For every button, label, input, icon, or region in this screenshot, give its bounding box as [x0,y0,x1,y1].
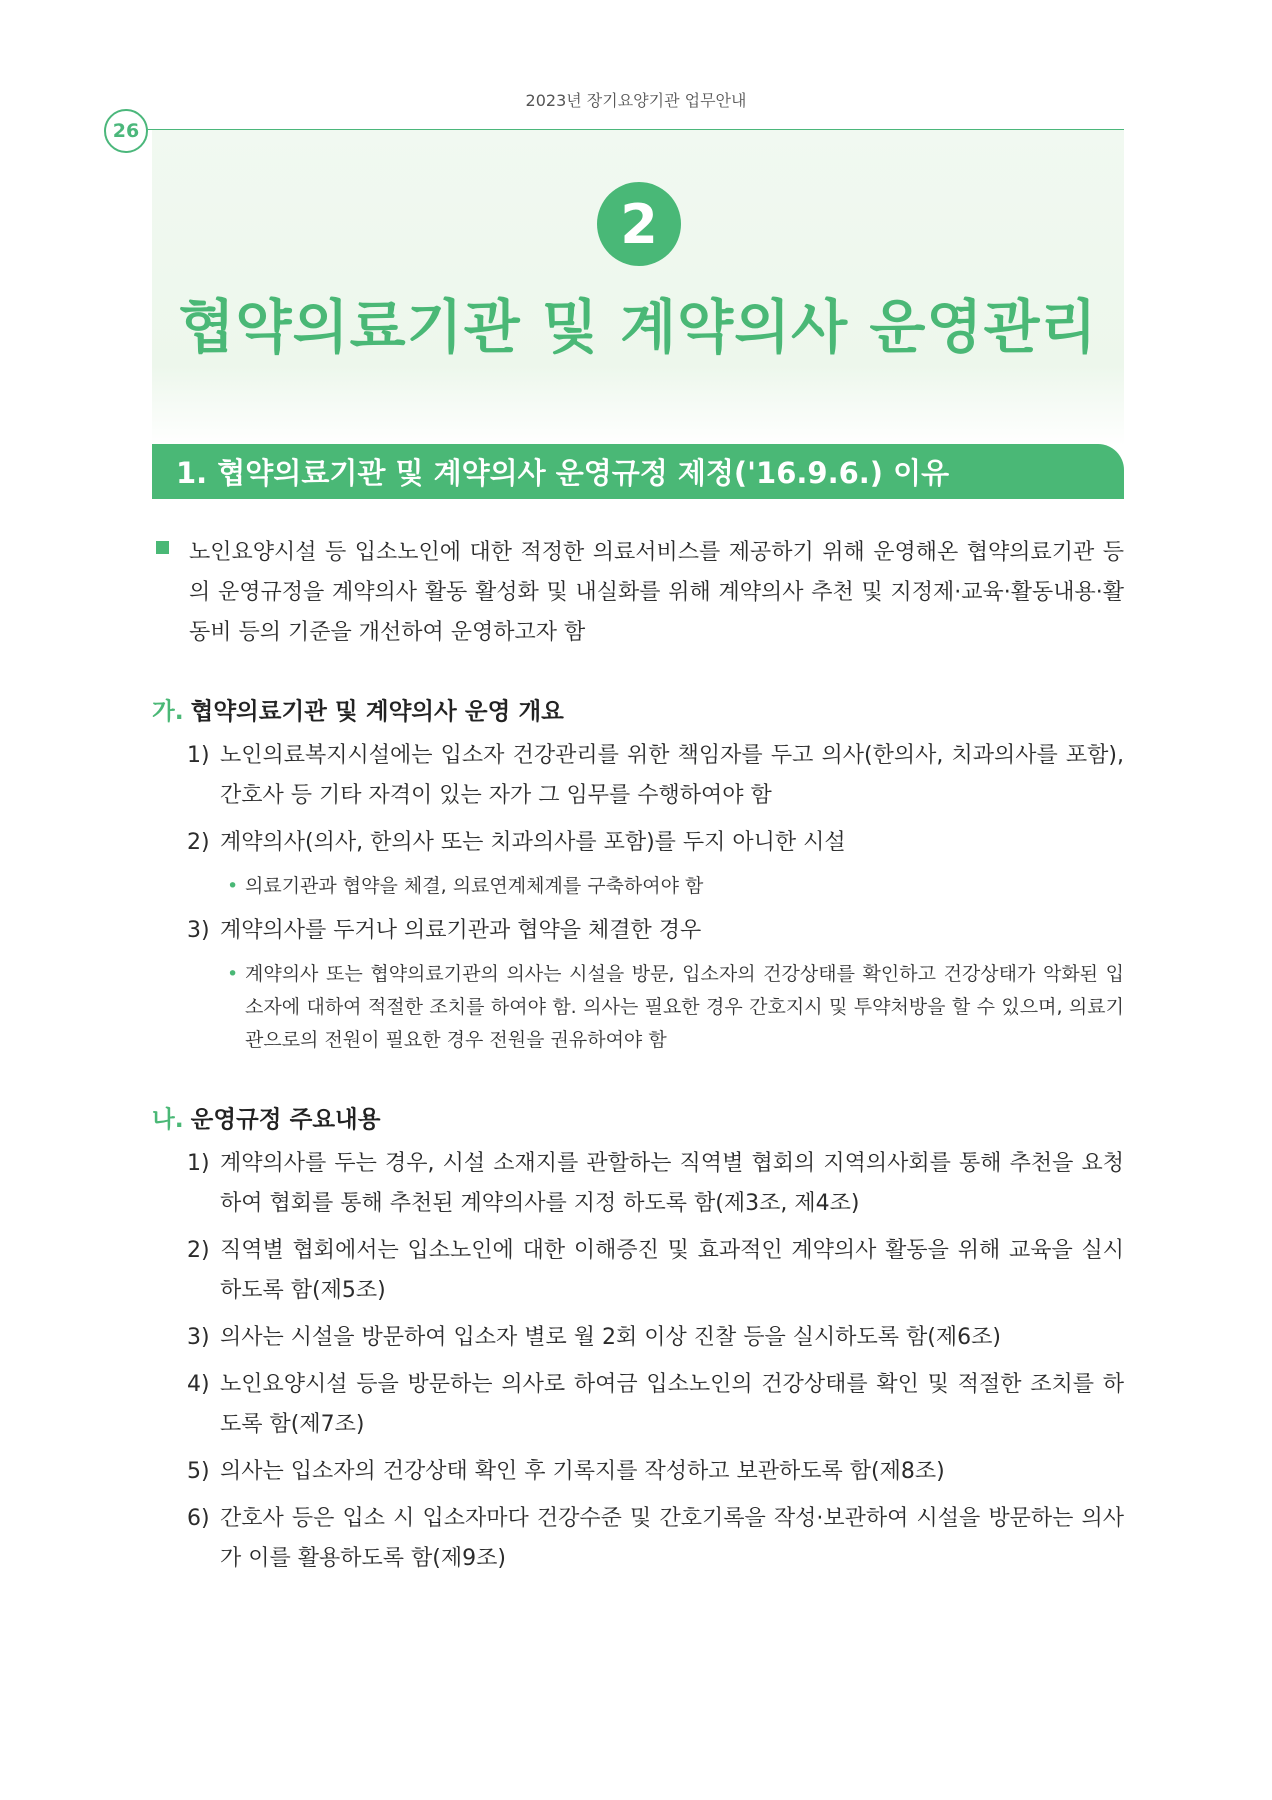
chapter-number-badge: 2 [597,182,681,266]
item-text: 계약의사를 두거나 의료기관과 협약을 체결한 경우 [220,918,702,943]
item-number: 4) [187,1372,210,1397]
square-bullet-icon [156,541,169,554]
item-number: 3) [187,918,210,943]
item-text: 의사는 시설을 방문하여 입소자 별로 월 2회 이상 진찰 등을 실시하도록 함(제6조) [220,1325,1001,1350]
item-number: 5) [187,1459,210,1484]
list-item [187,1365,1124,1445]
item-text: 간호사 등은 입소 시 입소자마다 건강수준 및 간호기록을 작성·보관하여 시설을 방문하는 의사가 이를 활용하도록 함(제9조) [220,1506,1124,1571]
item-number: 6) [187,1506,210,1531]
section-title-bar [152,444,1124,499]
list-item [187,1231,1124,1311]
intro-text: 노인요양시설 등 입소노인에 대한 적정한 의료서비스를 제공하기 위해 운영해온 협약의료기관 등의 운영규정을 계약의사 활동 활성화 및 내실화를 위해 계약의사 추천 및 지정제·교육·활동내용·활동비 등의 기준을 개선하여 운영하고자 함 [189,540,1124,645]
item-text: 노인의료복지시설에는 입소자 건강관리를 위한 책임자를 두고 의사(한의사, 치과의사를 포함), 간호사 등 기타 자격이 있는 자가 그 임무를 수행하여야 함 [220,743,1124,808]
subsection-b-list [187,1144,1124,1586]
item-number: 2) [187,1238,210,1263]
list-item [187,736,1124,816]
intro-paragraph [152,533,1124,653]
list-item [187,1499,1124,1579]
subsection-mark: 나. [152,1105,184,1133]
item-text: 의사는 입소자의 건강상태 확인 후 기록지를 작성하고 보관하도록 함(제8조) [220,1459,945,1484]
section-title: 1. 협약의료기관 및 계약의사 운영규정 제정('16.9.6.) 이유 [176,456,950,490]
bullet-dot-icon: • [227,963,239,985]
bullet-item [227,870,1124,903]
chapter-title: 협약의료기관 및 계약의사 운영관리 [178,293,1098,361]
subsection-title: 협약의료기관 및 계약의사 운영 개요 [190,697,564,725]
bullet-text: 의료기관과 협약을 체결, 의료연계체계를 구축하여야 함 [245,875,704,897]
item-text: 계약의사를 두는 경우, 시설 소재지를 관할하는 직역별 협회의 지역의사회를 통해 추천을 요청하여 협회를 통해 추천된 계약의사를 지정 하도록 함(제3조, 제4조) [220,1151,1124,1216]
item-text: 직역별 협회에서는 입소노인에 대한 이해증진 및 효과적인 계약의사 활동을 위해 교육을 실시하도록 함(제5조) [220,1238,1124,1303]
subsection-mark: 가. [152,697,184,725]
item-text: 노인요양시설 등을 방문하는 의사로 하여금 입소노인의 건강상태를 확인 및 적절한 조치를 하도록 함(제7조) [220,1372,1124,1437]
subsection-a-list [187,736,1124,1065]
bullet-dot-icon: • [227,875,239,897]
subsection-heading-a [152,692,564,726]
bullet-text: 계약의사 또는 협약의료기관의 의사는 시설을 방문, 입소자의 건강상태를 확인하고 건강상태가 악화된 입소자에 대하여 적절한 조치를 하여야 함. 의사는 필요한 경우 간호지시 및 투약처방을 할 수 있으며, 의료기관으로의 전원이 필요한 경우 전원을 권유하여야 함 [245,963,1124,1051]
item-number: 1) [187,1151,210,1176]
item-number: 2) [187,830,210,855]
item-number: 1) [187,743,210,768]
list-item [187,823,1124,863]
list-item [187,1318,1124,1358]
page-number-badge: 26 [104,109,148,153]
list-item [187,1452,1124,1492]
bullet-item [227,958,1124,1057]
running-header: 2023년 장기요양기관 업무안내 [525,91,747,110]
item-number: 3) [187,1325,210,1350]
list-item [187,911,1124,951]
list-item [187,1144,1124,1224]
item-text: 계약의사(의사, 한의사 또는 치과의사를 포함)를 두지 아니한 시설 [220,830,846,855]
subsection-heading-b [152,1100,380,1134]
subsection-title: 운영규정 주요내용 [190,1105,381,1133]
